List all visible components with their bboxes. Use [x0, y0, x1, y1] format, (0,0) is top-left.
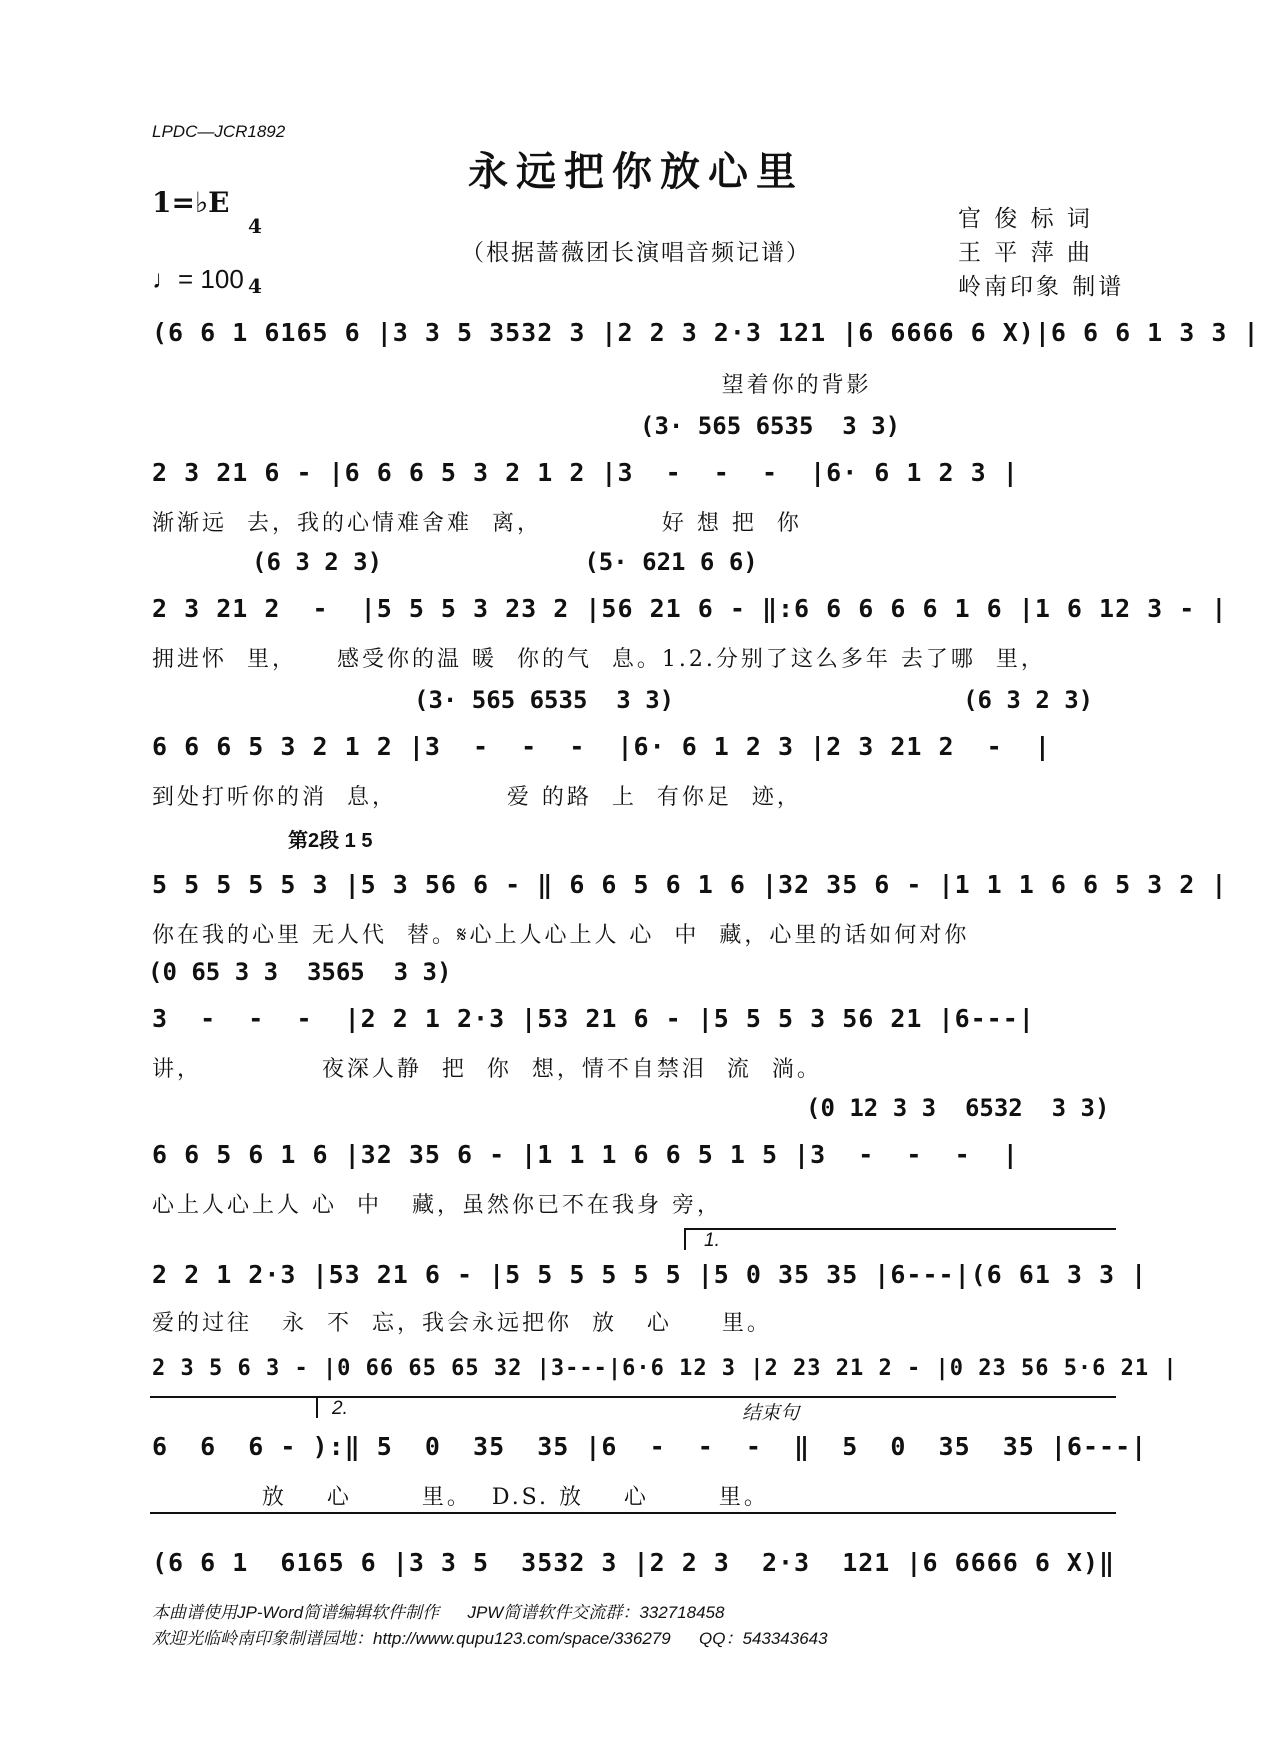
system-rule-2	[150, 1512, 1116, 1514]
notation-row-5: 5 5 5 5 5 3 |5 3 56 6 - ‖ 6 6 5 6 1 6 |32 35 6 - |1 1 1 6 6 5 3 2 |	[152, 870, 1228, 899]
score-code: LPDC—JCR1892	[152, 122, 286, 141]
coda-label: 结束句	[742, 1403, 800, 1424]
lyrics-row-8: 爱的过往 永 不 忘，我会永远把你 放 心 里。	[152, 1311, 772, 1336]
volta-2-label: 2.	[332, 1398, 348, 1419]
volta-2-bracket-edge	[316, 1396, 318, 1418]
notation-row-3: 2 3 21 2 - |5 5 5 3 23 2 |56 21 6 - ‖:6 6 6 6 6 1 6 |1 6 12 3 - |	[152, 594, 1228, 623]
system-rule	[150, 1396, 1116, 1398]
notation-row-2: 2 3 21 6 - |6 6 6 5 3 2 1 2 |3 - - - |6· 6 1 2 3 |	[152, 458, 1019, 487]
notation-row-10: 6 6 6 - ):‖ 5 0 35 35 |6 - - - ‖ 5 0 35 35 |6---|	[152, 1432, 1148, 1461]
notation-row-11: (6 6 1 6165 6 |3 3 5 3532 3 |2 2 3 2·3 121 |6 6666 6 X)‖	[152, 1548, 1116, 1577]
key-signature: 1=♭E	[152, 186, 230, 219]
lyrics-row-10: 放 心 里。 D.S. 放 心 里。	[152, 1485, 769, 1510]
footer-line-2: 欢迎光临岭南印象制谱园地：http://www.qupu123.com/space/336279 QQ：543343643	[152, 1629, 828, 1648]
lyrics-row-6: 讲， 夜深人静 把 你 想，情不自禁泪 流 淌。	[152, 1057, 822, 1082]
lyrics-row-7: 心上人心上人 心 中 藏，虽然你已不在我身 旁，	[152, 1193, 722, 1218]
meter-bottom: 4	[248, 274, 262, 298]
interlude-row-2: (3· 565 6535 3 3)	[640, 412, 901, 440]
meter-top: 4	[248, 214, 262, 238]
notation-row-8: 2 2 1 2·3 |53 21 6 - |5 5 5 5 5 5 |5 0 35 35 |6---|(6 61 3 3 |	[152, 1260, 1148, 1289]
notation-row-9: 2 3 5 6 3 - |0 66 65 65 32 |3---|6·6 12 3 |2 23 21 2 - |0 23 56 5·6 21 |	[152, 1356, 1178, 1381]
interlude-row-7: (0 12 3 3 6532 3 3)	[806, 1094, 1110, 1122]
lyrics-row-2: 渐渐远 去，我的心情难舍难 离， 好 想 把 你	[152, 511, 802, 536]
verse-2-marker: 第2段 1 5	[288, 830, 373, 852]
composer: 王 平 萍 曲	[958, 240, 1093, 266]
subtitle: （根据蔷薇团长演唱音频记谱）	[461, 240, 811, 266]
lyrics-row-1: 望着你的背影	[152, 373, 872, 398]
volta-1-label: 1.	[704, 1230, 720, 1251]
notation-row-4: 6 6 6 5 3 2 1 2 |3 - - - |6· 6 1 2 3 |2 3 21 2 - |	[152, 732, 1051, 761]
arranger: 岭南印象 制谱	[958, 274, 1125, 300]
notation-row-1: (6 6 1 6165 6 |3 3 5 3532 3 |2 2 3 2·3 121 |6 6666 6 X)|6 6 6 1 3 3 |	[152, 318, 1260, 347]
volta-1-bracket	[684, 1228, 1116, 1230]
notation-row-6: 3 - - - |2 2 1 2·3 |53 21 6 - |5 5 5 3 56 21 |6---|	[152, 1004, 1035, 1033]
volta-1-bracket-edge	[684, 1228, 686, 1250]
notation-row-7: 6 6 5 6 1 6 |32 35 6 - |1 1 1 6 6 5 1 5 |3 - - - |	[152, 1140, 1019, 1169]
lyrics-row-3: 拥进怀 里， 感受你的温 暖 你的气 息。1.2.分别了这么多年 去了哪 里，	[152, 647, 1046, 672]
song-title: 永远把你放心里	[468, 148, 804, 195]
lyrics-row-4: 到处打听你的消 息， 爱 的路 上 有你足 迹，	[152, 785, 802, 810]
interlude-row-4: (3· 565 6535 3 3) (6 3 2 3)	[414, 686, 1094, 714]
tempo-mark: ♩= 100	[152, 264, 244, 294]
footer-line-1: 本曲谱使用JP-Word简谱编辑软件制作 JPW简谱软件交流群：332718458	[152, 1603, 725, 1622]
lyrics-row-5: 你在我的心里 无人代 替。𝄋心上人心上人 心 中 藏，心里的话如何对你	[152, 923, 970, 948]
lyricist: 官 俊 标 词	[958, 206, 1093, 232]
interlude-row-3: (6 3 2 3) (5· 621 6 6)	[252, 548, 758, 576]
interlude-row-6: (0 65 3 3 3565 3 3)	[148, 958, 452, 986]
